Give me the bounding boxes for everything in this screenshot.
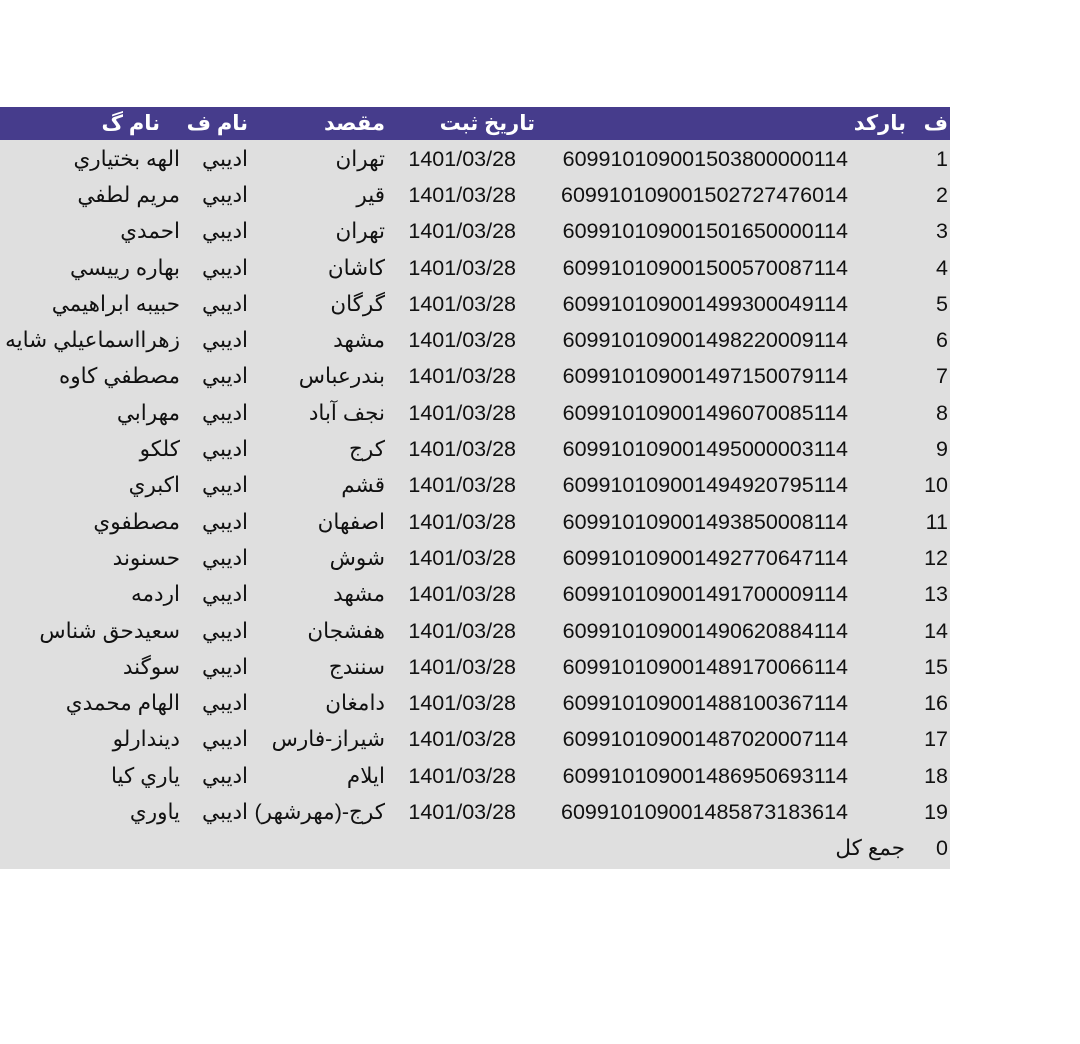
cell-num: 4 — [936, 255, 948, 280]
cell-destination: سنندج — [328, 654, 385, 679]
total-label: جمع كل — [835, 836, 905, 861]
cell-barcode: 609910109001494920795114 — [562, 473, 848, 498]
cell-num: 6 — [936, 328, 948, 353]
cell-barcode: 609910109001498220009114 — [562, 328, 848, 353]
cell-barcode: 609910109001502727476014 — [561, 182, 848, 207]
cell-barcode: 609910109001495000003114 — [562, 437, 848, 462]
cell-first-name: اديبي — [202, 291, 248, 316]
cell-first-name: اديبي — [202, 618, 248, 643]
cell-barcode: 609910109001497150079114 — [562, 364, 848, 389]
cell-first-name: اديبي — [202, 799, 248, 824]
cell-num: 13 — [924, 582, 948, 607]
cell-date: 1401/03/28 — [408, 400, 516, 425]
cell-last-name: ياوري — [129, 799, 180, 824]
header-num: ف — [923, 112, 948, 135]
table-row — [0, 431, 950, 467]
cell-destination: شيراز-فارس — [271, 727, 385, 752]
cell-num: 2 — [936, 182, 948, 207]
cell-last-name: اردمه — [131, 582, 180, 607]
cell-first-name: اديبي — [202, 146, 248, 171]
header-first-name: نام ف — [186, 112, 248, 135]
cell-num: 8 — [936, 400, 948, 425]
cell-barcode: 609910109001496070085114 — [562, 400, 848, 425]
cell-barcode: 609910109001488100367114 — [562, 691, 848, 716]
cell-last-name: مهرابي — [116, 400, 180, 425]
cell-first-name: اديبي — [202, 219, 248, 244]
cell-num: 12 — [924, 545, 948, 570]
cell-date: 1401/03/28 — [408, 146, 516, 171]
table-row — [0, 322, 950, 358]
cell-num: 18 — [924, 763, 948, 788]
cell-first-name: اديبي — [202, 473, 248, 498]
table-row — [0, 613, 950, 649]
cell-first-name: اديبي — [202, 691, 248, 716]
cell-date: 1401/03/28 — [408, 582, 516, 607]
cell-first-name: اديبي — [202, 545, 248, 570]
cell-destination: هفشجان — [307, 618, 385, 643]
cell-date: 1401/03/28 — [408, 364, 516, 389]
cell-last-name: اكبري — [128, 473, 180, 498]
cell-barcode: 609910109001486950693114 — [562, 763, 848, 788]
cell-date: 1401/03/28 — [408, 763, 516, 788]
cell-barcode: 609910109001487020007114 — [562, 727, 848, 752]
cell-destination: مشهد — [333, 328, 385, 353]
table-row — [0, 577, 950, 613]
cell-num: 16 — [924, 691, 948, 716]
cell-num: 15 — [924, 654, 948, 679]
cell-last-name: حبيبه ابراهيمي — [51, 291, 180, 316]
table-row — [0, 758, 950, 794]
cell-first-name: اديبي — [202, 509, 248, 534]
cell-destination: تهران — [335, 219, 385, 244]
cell-destination: ايلام — [346, 763, 385, 788]
cell-date: 1401/03/28 — [408, 182, 516, 207]
table-row — [0, 794, 950, 830]
cell-last-name: زهرااسماعيلي شايه — [5, 328, 180, 353]
cell-date: 1401/03/28 — [408, 509, 516, 534]
cell-last-name: الهام محمدي — [65, 691, 180, 716]
cell-barcode: 609910109001489170066114 — [562, 654, 848, 679]
cell-barcode: 609910109001491700009114 — [562, 582, 848, 607]
cell-destination: كاشان — [327, 255, 385, 280]
cell-last-name: سوگند — [122, 654, 180, 679]
table-row — [0, 685, 950, 721]
cell-last-name: مصطفوي — [93, 509, 180, 534]
cell-last-name: مريم لطفي — [77, 182, 180, 207]
shipment-table — [0, 107, 950, 869]
total-row — [0, 831, 950, 867]
table-row — [0, 250, 950, 286]
table-row — [0, 286, 950, 322]
cell-first-name: اديبي — [202, 400, 248, 425]
cell-date: 1401/03/28 — [408, 799, 516, 824]
cell-first-name: اديبي — [202, 328, 248, 353]
cell-num: 11 — [925, 509, 948, 534]
cell-last-name: الهه بختياري — [73, 146, 180, 171]
cell-last-name: بهاره رييسي — [69, 255, 180, 280]
table-row — [0, 722, 950, 758]
table-body — [0, 140, 950, 869]
table-row — [0, 468, 950, 504]
cell-destination: شوش — [329, 545, 385, 570]
cell-num: 17 — [924, 727, 948, 752]
cell-date: 1401/03/28 — [408, 545, 516, 570]
cell-first-name: اديبي — [202, 364, 248, 389]
cell-num: 1 — [936, 146, 948, 171]
header-barcode: بارکد — [853, 112, 906, 135]
cell-num: 5 — [936, 291, 948, 316]
cell-date: 1401/03/28 — [408, 291, 516, 316]
cell-destination: قير — [356, 182, 385, 207]
cell-num: 9 — [936, 437, 948, 462]
header-destination: مقصد — [324, 112, 385, 135]
header-last-name: نام گ — [101, 112, 160, 135]
cell-last-name: سعيدحق شناس — [39, 618, 180, 643]
cell-date: 1401/03/28 — [408, 219, 516, 244]
cell-date: 1401/03/28 — [408, 691, 516, 716]
cell-first-name: اديبي — [202, 582, 248, 607]
cell-last-name: حسنوند — [112, 545, 180, 570]
cell-num: 14 — [924, 618, 948, 643]
table-row — [0, 540, 950, 576]
cell-date: 1401/03/28 — [408, 618, 516, 643]
cell-destination: كرج — [349, 437, 385, 462]
total-num: 0 — [936, 836, 948, 861]
cell-date: 1401/03/28 — [408, 654, 516, 679]
cell-barcode: 609910109001492770647114 — [562, 545, 848, 570]
cell-date: 1401/03/28 — [408, 328, 516, 353]
cell-last-name: كلكو — [139, 437, 180, 462]
cell-num: 3 — [936, 219, 948, 244]
cell-barcode: 609910109001503800000114 — [562, 146, 848, 171]
cell-first-name: اديبي — [202, 727, 248, 752]
cell-barcode: 609910109001500570087114 — [562, 255, 848, 280]
cell-date: 1401/03/28 — [408, 437, 516, 462]
cell-first-name: اديبي — [202, 255, 248, 280]
cell-destination: مشهد — [333, 582, 385, 607]
cell-date: 1401/03/28 — [408, 255, 516, 280]
cell-last-name: ديندارلو — [112, 727, 180, 752]
table-header — [0, 107, 950, 140]
table-row — [0, 359, 950, 395]
cell-num: 10 — [924, 473, 948, 498]
cell-date: 1401/03/28 — [408, 473, 516, 498]
cell-destination: دامغان — [325, 691, 385, 716]
cell-barcode: 609910109001493850008114 — [562, 509, 848, 534]
cell-destination: گرگان — [330, 291, 385, 316]
cell-last-name: احمدي — [120, 219, 180, 244]
header-date: تاريخ ثبت — [439, 112, 535, 135]
cell-destination: كرج-(مهرشهر) — [254, 799, 385, 824]
cell-first-name: اديبي — [202, 437, 248, 462]
cell-date: 1401/03/28 — [408, 727, 516, 752]
table-row — [0, 504, 950, 540]
cell-destination: تهران — [335, 146, 385, 171]
cell-destination: بندرعباس — [298, 364, 385, 389]
table-row — [0, 177, 950, 213]
cell-num: 7 — [936, 364, 948, 389]
table-row — [0, 395, 950, 431]
cell-destination: اصفهان — [317, 509, 385, 534]
table-row — [0, 141, 950, 177]
cell-barcode: 609910109001485873183614 — [561, 799, 848, 824]
cell-destination: قشم — [341, 473, 385, 498]
cell-first-name: اديبي — [202, 763, 248, 788]
cell-first-name: اديبي — [202, 654, 248, 679]
table-row — [0, 649, 950, 685]
cell-destination: نجف آباد — [308, 400, 385, 425]
cell-last-name: مصطفي كاوه — [58, 364, 180, 389]
table-row — [0, 214, 950, 250]
cell-barcode: 609910109001501650000114 — [562, 219, 848, 244]
cell-barcode: 609910109001490620884114 — [562, 618, 848, 643]
cell-last-name: ياري كيا — [111, 763, 180, 788]
cell-num: 19 — [924, 799, 948, 824]
cell-first-name: اديبي — [202, 182, 248, 207]
cell-barcode: 609910109001499300049114 — [562, 291, 848, 316]
